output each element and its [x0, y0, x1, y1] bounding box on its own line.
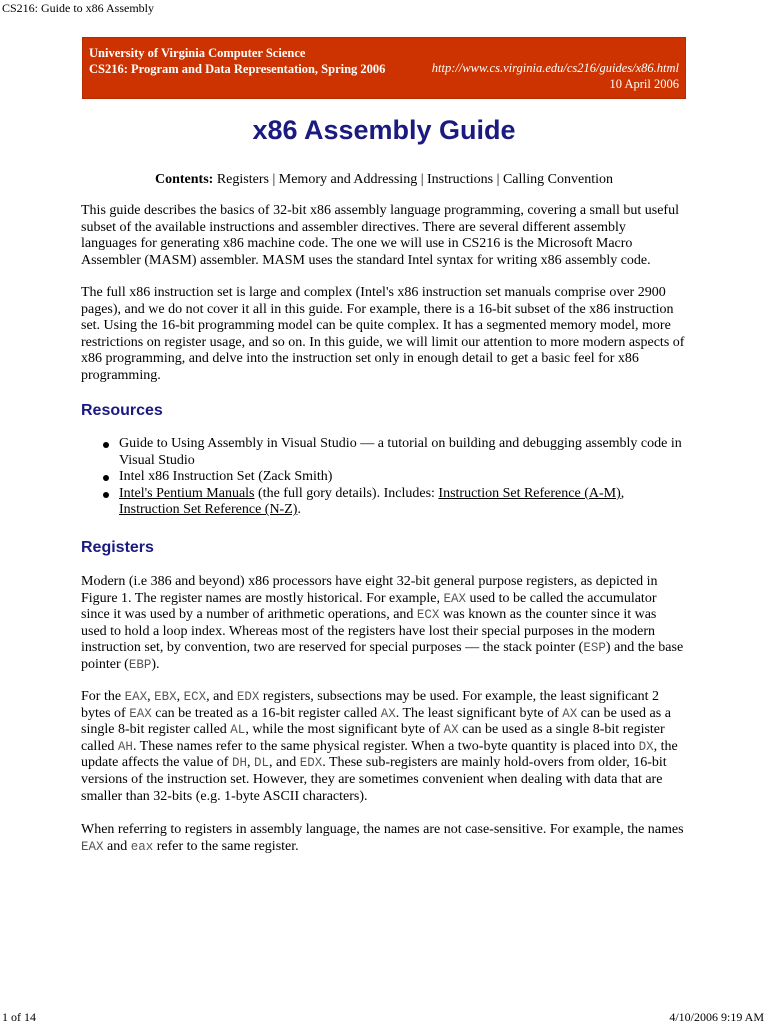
contents-label: Contents:: [155, 172, 214, 187]
registers-heading: Registers: [81, 539, 154, 556]
page-title: x86 Assembly Guide: [252, 115, 516, 145]
resources-list: [81, 436, 685, 519]
print-page-count: 1 of 14: [2, 1010, 36, 1024]
list-item[interactable]: Guide to Using Assembly in Visual Studio — a tutorial on building and debugging assembly code in Visual Studio: [81, 436, 685, 469]
banner-url-link[interactable]: http://www.cs.virginia.edu/cs216/guides/x86.html: [431, 61, 679, 75]
intro-paragraph-2: The full x86 instruction set is large and complex (Intel's x86 instruction set manuals comprise over 2900 pages), and we do not cover it all in this guide. For example, there is a 16-bit subset of the x86 instruction set. Using the 16-bit programming model can be quite complex. It has a segmented memory model, more restrictions on register usage, and so on. In this guide, we will limit our attention to more modern aspects of x86 programming, and delve into the instruction set only in enough detail to get a basic feel for x86 programming.: [81, 285, 685, 383]
pentium-manuals-link[interactable]: Intel's Pentium Manuals: [119, 485, 255, 501]
bullet-icon: [103, 492, 109, 498]
list-item[interactable]: Intel x86 Instruction Set (Zack Smith): [81, 469, 685, 486]
course-banner: [82, 37, 686, 99]
banner-date: 10 April 2006: [609, 77, 679, 91]
registers-paragraph-2: For the EAX, EBX, ECX, and EDX registers, subsections may be used. For example, the least significant 2 bytes of EAX can be treated as a 16-bit register called AX. The least significant byte of AX can be used as a single 8-bit register called AL, while the most significant byte of AX can be used as a single 8-bit register called AH. These names refer to the same physical register. When a two-byte quantity is placed into DX, the update affects the value of DH, DL, and EDX. These sub-registers are mainly hold-overs from older, 16-bit versions of the instruction set. However, they are sometimes convenient when dealing with data that are smaller than 32-bits (e.g. 1-byte ASCII characters).: [81, 689, 678, 804]
banner-course: CS216: Program and Data Representation, Spring 2006: [89, 62, 386, 76]
banner-course-info: [89, 45, 389, 77]
print-header-title: CS216: Guide to x86 Assembly: [2, 1, 155, 15]
instruction-set-nz-link[interactable]: Instruction Set Reference (N-Z): [119, 502, 298, 518]
banner-university: University of Virginia Computer Science: [89, 46, 306, 60]
resources-heading: Resources: [81, 402, 163, 419]
contents-nav: Contents: Registers | Memory and Addressing | Instructions | Calling Convention: [155, 172, 613, 187]
print-timestamp: 4/10/2006 9:19 AM: [669, 1010, 764, 1024]
list-item: Intel's Pentium Manuals (the full gory details). Includes: Instruction Set Reference (A-M), Instruction Set Reference (N-Z).: [81, 486, 685, 519]
bullet-icon: [103, 442, 109, 448]
contents-link-registers[interactable]: Registers: [216, 172, 269, 187]
bullet-icon: [103, 475, 109, 481]
instruction-set-am-link[interactable]: Instruction Set Reference (A-M): [438, 485, 621, 501]
intro-paragraph-1: This guide describes the basics of 32-bit x86 assembly language programming, covering a small but useful subset of the available instructions and assembler directives. There are several different assembly languages for generating x86 machine code. The one we will use in CS216 is the Microsoft Macro Assembler (MASM) assembler. MASM uses the standard Intel syntax for writing x86 assembly code.: [81, 203, 679, 268]
registers-paragraph-3: When referring to registers in assembly language, the names are not case-sensitive. For example, the names EAX and eax refer to the same register.: [81, 822, 684, 854]
contents-link-memory[interactable]: Memory and Addressing: [278, 172, 418, 187]
banner-meta: [432, 60, 679, 92]
contents-link-calling-convention[interactable]: Calling Convention: [502, 172, 613, 187]
contents-link-instructions[interactable]: Instructions: [427, 172, 494, 187]
registers-paragraph-1: Modern (i.e 386 and beyond) x86 processors have eight 32-bit general purpose registers, as depicted in Figure 1. The register names are mostly historical. For example, EAX used to be called the accumulator since it was used by a number of arithmetic operations, and ECX was known as the counter since it was used to hold a loop index. Whereas most of the registers have lost their special purposes in the modern instruction set, by convention, two are reserved for special purposes — the stack pointer (ESP) and the base pointer (EBP).: [81, 574, 684, 672]
